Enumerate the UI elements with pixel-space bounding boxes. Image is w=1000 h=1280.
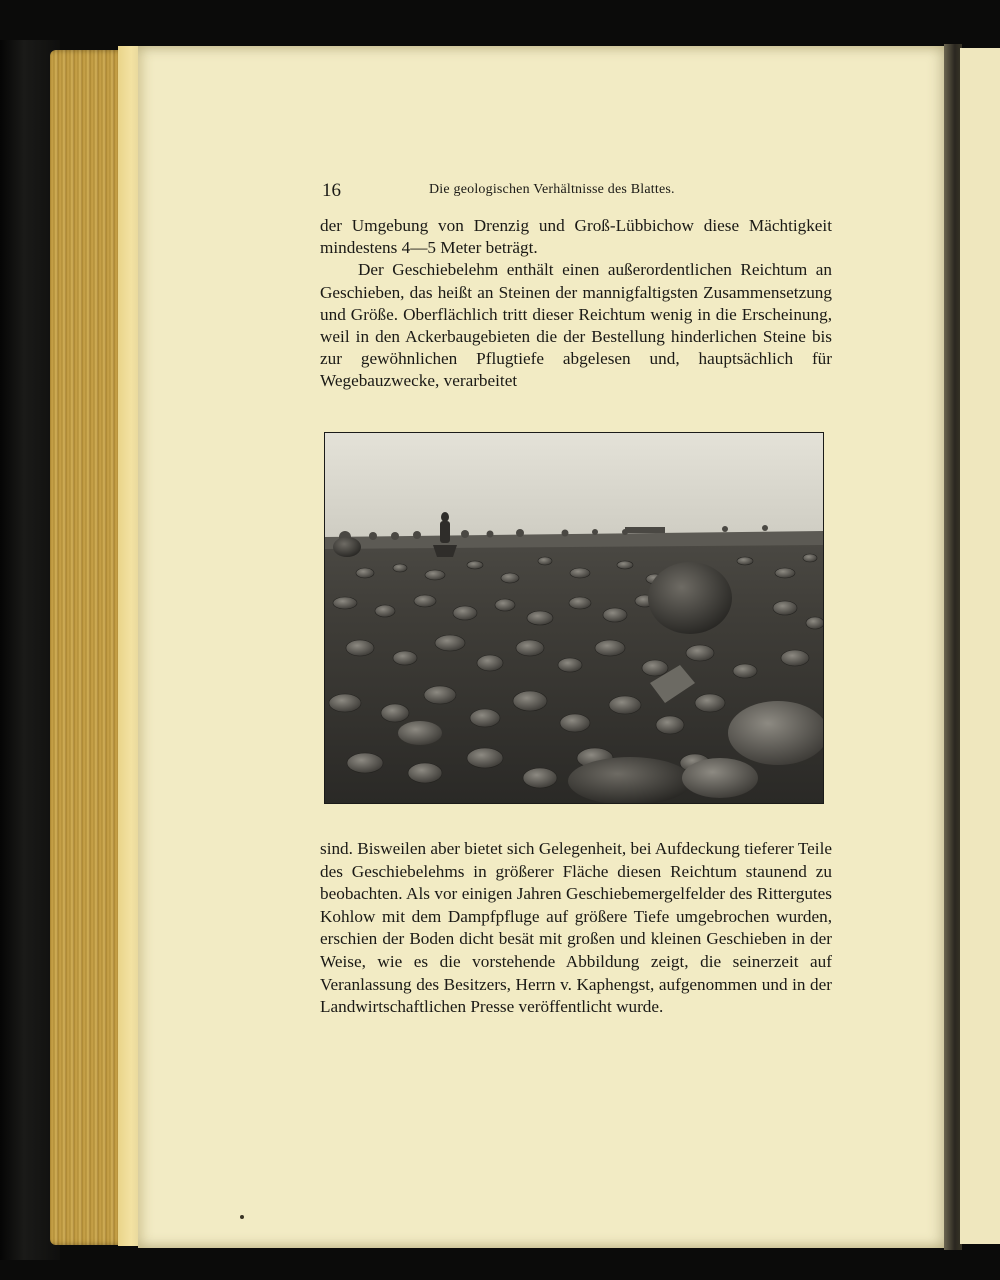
paragraph-geschiebelehm: Der Geschiebelehm enthält einen außerordentlichen Reichtum an Geschieben, das heißt an Steinen der mannigfaltigsten Zusammensetzung und Größe. Oberflächlich tritt dieser Reichtum wenig in die Erscheinung, weil in den Ackerbaugebieten die der Bestellung hinderlichen Steine bis zur gewöhnlichen Pflugtiefe abgelesen und, hauptsächlich für Wegebauzwecke, verarbeitet [320,260,832,391]
page-header [322,180,832,206]
paper-speck [240,1215,244,1219]
page-number: 16 [322,180,341,201]
text-block-bottom [320,838,832,1019]
photograph-image [325,433,824,804]
paragraph-continuation: der Umgebung von Drenzig und Groß-Lübbichow diese Mächtigkeit mindestens 4—5 Meter beträgt. [320,216,832,258]
facing-page-edge [960,48,1000,1244]
boulder-field-photograph [324,432,824,804]
paragraph-kohlow: sind. Bisweilen aber bietet sich Gelegenheit, bei Aufdeckung tieferer Teile des Geschiebelehms in größerer Fläche diesen Reichtum staunend zu beobachten. Als vor einigen Jahren Geschiebemergelfelder des Rittergutes Kohlow mit dem Dampfpfluge auf größere Tiefe umgebrochen wurden, erschien der Boden dicht besät mit großen und kleinen Geschieben in der Weise, wie es die vorstehende Abbildung zeigt, die seinerzeit auf Veranlassung des Besitzers, Herrn v. Kaphengst, aufgenommen und in der Landwirtschaftlichen Presse veröffentlicht wurde. [320,839,832,1017]
text-block-top [320,215,832,393]
running-head: Die geologischen Verhältnisse des Blattes. [429,182,675,197]
page-edge-highlight [118,46,140,1246]
